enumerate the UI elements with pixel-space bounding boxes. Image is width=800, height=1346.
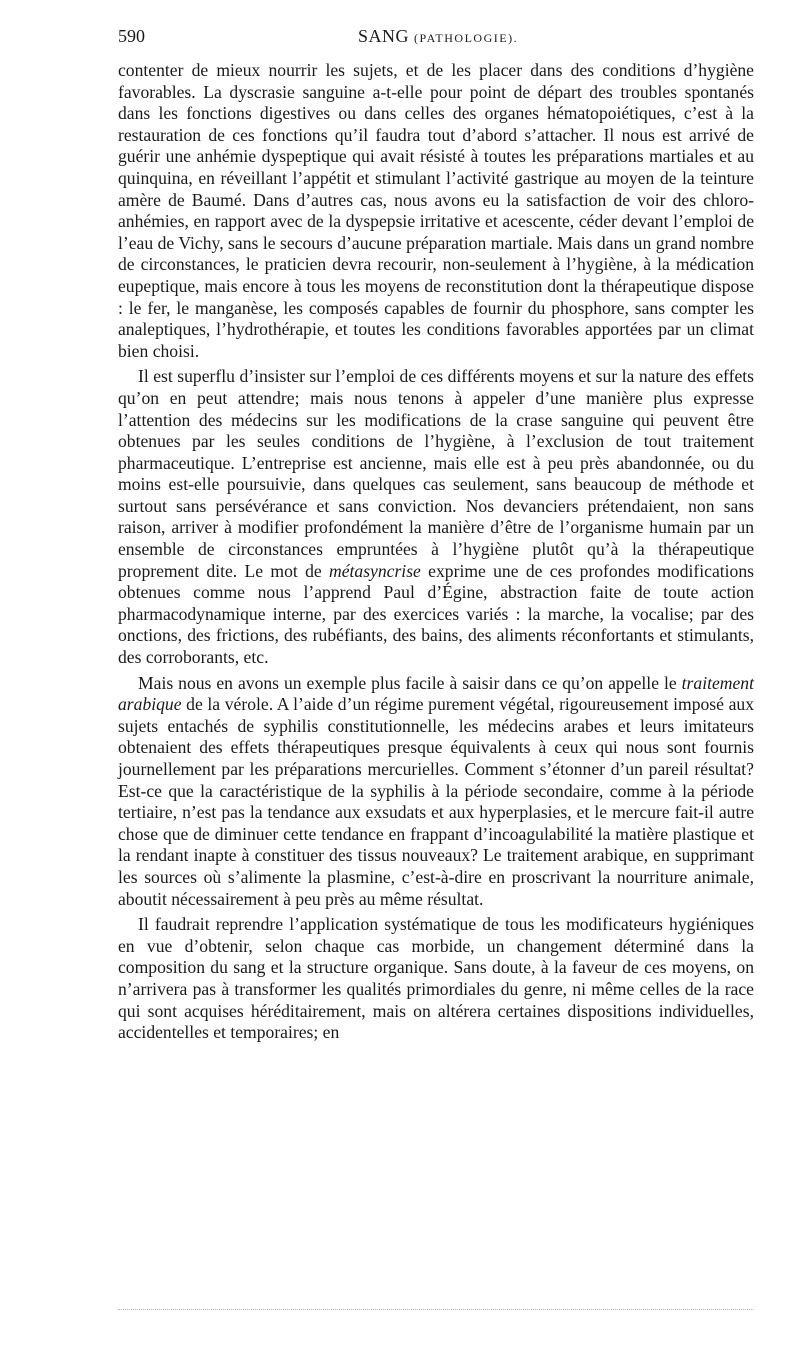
paragraph-1 <box>118 60 754 362</box>
paragraph-2-term-metasyncrise: métasyncrise <box>329 560 421 581</box>
running-title <box>358 26 518 47</box>
paragraph-3-text-a: Mais nous en avons un exemple plus facile à saisir dans ce qu’on appelle le <box>138 672 682 693</box>
running-title-subtitle: (PATHOLOGIE). <box>414 31 519 45</box>
running-header <box>118 26 754 56</box>
page-number: 590 <box>118 26 145 46</box>
paragraph-4-text: Il faudrait reprendre l’application systématique de tous les modificateurs hygiéniques en vue d’obtenir, selon chaque cas morbide, un changement déterminé dans la composition du sang et la structure organique. Sans doute, à la faveur de ces moyens, on n’arrivera pas à transformer les qualités primordiales du genre, ni même celles de la race qui sont acquises héréditairement, mais on altérera certaines dispositions individuelles, accidentelles et temporaires; en <box>118 914 754 1043</box>
paragraph-4 <box>118 914 754 1044</box>
paragraph-2 <box>118 366 754 668</box>
footer-dotted-rule <box>118 1309 754 1310</box>
paragraph-2-text-b: exprime une de ces profondes modifications obtenues comme nous l’apprend Paul d’Égine, abstraction faite de toute action pharmacodynamique interne, par des exercices variés : la marche, la vocalise; par des onctions, des frictions, des rubéfiants, des bains, des aliments réconfortants et stimulants, des corroborants, etc. <box>118 560 754 668</box>
paragraph-2-text-a: Il est superflu d’insister sur l’emploi de ces différents moyens et sur la nature des effets qu’on en peut attendre; mais nous tenons à appeler d’une manière plus expresse l’attention des médecins sur les modifications de la crase sanguine qui peuvent être obtenues par les seules conditions de l’hygiène, à l’exclusion de tout traitement pharmaceutique. L’entreprise est ancienne, mais elle est à peu près abandonnée, ou du moins est-elle poursuivie, dans quelques cas seulement, sans beaucoup de méthode et surtout sans persévérance et sans conviction. Nos devanciers prétendaient, non sans raison, arriver à modifier profondément la manière d’être de l’organisme humain par un ensemble de circonstances empruntées à l’hygiène plutôt qu’à la thérapeutique proprement dite. Le mot de <box>118 366 754 581</box>
paragraph-1-text: contenter de mieux nourrir les sujets, et de les placer dans des conditions d’hygiène favorables. La dyscrasie sanguine a-t-elle pour point de départ des troubles spontanés dans les fonctions digestives ou dans celles des organes hématopoiétiques, c’est à la restauration de ces fonctions qu’il faudra tout d’abord s’attacher. Il nous est arrivé de guérir une anhémie dyspeptique qui avait résisté à toutes les préparations martiales et au quinquina, en réveillant l’appétit et stimulant l’activité gastrique au moyen de la teinture amère de Baumé. Dans d’autres cas, nous avons eu la satisfaction de voir des chloro-anhémies, en rapport avec de la dyspepsie irritative et acescente, céder devant l’emploi de l’eau de Vichy, sans le secours d’aucune préparation martiale. Mais dans un grand nombre de circonstances, le praticien devra recourir, non-seulement à l’hygiène, à la médication eupeptique, mais encore à tous les moyens de reconstitution dont la thérapeutique dispose : le fer, le manganèse, les composés capables de fournir du phosphore, sans compter les analeptiques, l’hydrothérapie, et toutes les conditions favorables apportées par un climat bien choisi. <box>118 60 754 361</box>
paragraph-3-text-b: de la vérole. A l’aide d’un régime purement végétal, rigoureusement imposé aux sujets entachés de syphilis constitutionnelle, les médecins arabes et leurs imitateurs obtenaient des effets thérapeutiques presque équivalents à ceux qui nous sont fournis journellement par les préparations mercurielles. Comment s’étonner d’un pareil résultat? Est-ce que la caractéristique de la syphilis à la période secondaire, comme à la période tertiaire, n’est pas la tendance aux exsudats et aux hyperplasies, et le mercure fait-il autre chose que de diminuer cette tendance en frappant d’incoagulabilité la matière plastique et la rendant inapte à constituer des tissus nouveaux? Le traitement arabique, en supprimant les sources où s’alimente la plasmine, c’est-à-dire en proscrivant la nourriture animale, aboutit nécessairement à peu près au même résultat. <box>118 694 754 909</box>
paragraph-3 <box>118 673 754 911</box>
paragraph-3-term-traitement-arabique: traitement arabique <box>118 672 754 715</box>
body-text <box>118 60 754 1044</box>
running-title-main: SANG <box>358 26 410 46</box>
